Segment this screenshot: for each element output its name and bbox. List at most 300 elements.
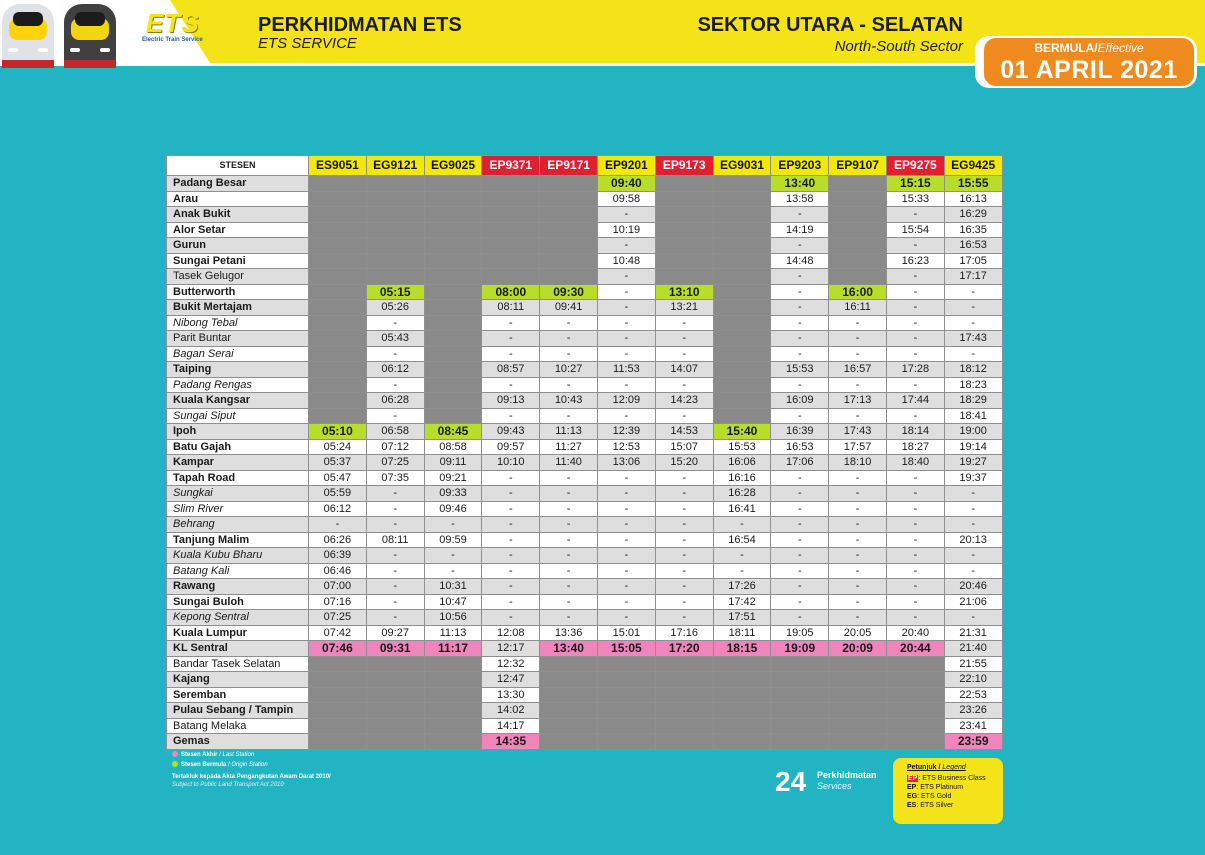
time-cell: -: [540, 548, 598, 564]
class-legend-item: EG: ETS Gold: [907, 793, 952, 800]
time-cell: -: [886, 486, 944, 502]
no-service-cell: [424, 176, 482, 192]
origin-time: 13:40: [771, 176, 829, 192]
pink-dot-icon: [172, 751, 178, 757]
time-cell: 15:53: [771, 362, 829, 378]
timetable-row: [167, 641, 1003, 657]
no-service-cell: [366, 734, 424, 750]
class-legend: [893, 758, 1003, 824]
no-service-cell: [713, 718, 771, 734]
service-header: EP9171: [540, 156, 598, 176]
time-cell: -: [771, 346, 829, 362]
time-cell: 10:47: [424, 594, 482, 610]
train-front-icon: [64, 4, 116, 68]
time-cell: 21:31: [944, 625, 1002, 641]
time-cell: -: [886, 517, 944, 533]
timetable-row: [167, 439, 1003, 455]
no-service-cell: [540, 207, 598, 223]
station-name: Ipoh: [167, 424, 309, 440]
time-cell: -: [482, 331, 540, 347]
no-service-cell: [540, 687, 598, 703]
station-name: Padang Rengas: [167, 377, 309, 393]
time-cell: -: [771, 594, 829, 610]
time-cell: -: [944, 610, 1002, 626]
no-service-cell: [713, 207, 771, 223]
timetable: [166, 155, 1003, 750]
time-cell: 07:25: [309, 610, 367, 626]
station-name: Taiping: [167, 362, 309, 378]
no-service-cell: [655, 718, 713, 734]
time-cell: 17:05: [944, 253, 1002, 269]
time-cell: -: [482, 563, 540, 579]
no-service-cell: [424, 253, 482, 269]
no-service-cell: [713, 734, 771, 750]
no-service-cell: [424, 269, 482, 285]
time-cell: 08:58: [424, 439, 482, 455]
ets-logo: ETS Electric Train Service: [142, 8, 203, 43]
time-cell: 09:43: [482, 424, 540, 440]
no-service-cell: [366, 672, 424, 688]
no-service-cell: [597, 703, 655, 719]
station-name: Pulau Sebang / Tampin: [167, 703, 309, 719]
no-service-cell: [771, 718, 829, 734]
station-name: Kuala Kubu Bharu: [167, 548, 309, 564]
no-service-cell: [424, 687, 482, 703]
time-cell: 22:10: [944, 672, 1002, 688]
time-cell: -: [597, 532, 655, 548]
time-cell: 21:55: [944, 656, 1002, 672]
time-cell: 16:11: [829, 300, 887, 316]
no-service-cell: [366, 222, 424, 238]
time-cell: -: [366, 579, 424, 595]
no-service-cell: [309, 331, 367, 347]
time-cell: -: [771, 315, 829, 331]
train-front-icon: [2, 4, 54, 68]
time-cell: 13:06: [597, 455, 655, 471]
no-service-cell: [597, 734, 655, 750]
destination-time: 11:17: [424, 641, 482, 657]
time-cell: 17:13: [829, 393, 887, 409]
no-service-cell: [309, 315, 367, 331]
timetable-row: [167, 563, 1003, 579]
time-cell: 09:41: [540, 300, 598, 316]
no-service-cell: [482, 238, 540, 254]
time-cell: 14:53: [655, 424, 713, 440]
time-cell: -: [771, 579, 829, 595]
time-cell: -: [540, 532, 598, 548]
timetable-row: [167, 207, 1003, 223]
no-service-cell: [482, 191, 540, 207]
station-name: Rawang: [167, 579, 309, 595]
time-cell: 16:57: [829, 362, 887, 378]
no-service-cell: [655, 238, 713, 254]
no-service-cell: [713, 222, 771, 238]
no-service-cell: [366, 703, 424, 719]
time-cell: -: [655, 517, 713, 533]
time-cell: 10:43: [540, 393, 598, 409]
time-cell: 15:07: [655, 439, 713, 455]
time-cell: -: [944, 501, 1002, 517]
no-service-cell: [366, 718, 424, 734]
time-cell: -: [829, 346, 887, 362]
time-cell: 14:19: [771, 222, 829, 238]
no-service-cell: [713, 408, 771, 424]
time-cell: -: [540, 563, 598, 579]
time-cell: -: [597, 563, 655, 579]
no-service-cell: [540, 176, 598, 192]
time-cell: 13:36: [540, 625, 598, 641]
no-service-cell: [713, 176, 771, 192]
no-service-cell: [886, 687, 944, 703]
time-cell: -: [829, 610, 887, 626]
time-cell: 17:17: [944, 269, 1002, 285]
time-cell: 06:12: [366, 362, 424, 378]
time-cell: 13:58: [771, 191, 829, 207]
no-service-cell: [309, 176, 367, 192]
no-service-cell: [713, 656, 771, 672]
time-cell: 15:20: [655, 455, 713, 471]
station-name: Tasek Gelugor: [167, 269, 309, 285]
station-name: Kampar: [167, 455, 309, 471]
no-service-cell: [713, 346, 771, 362]
timetable-row: [167, 377, 1003, 393]
no-service-cell: [309, 346, 367, 362]
station-column-header: STESEN: [167, 156, 309, 176]
timetable-row: [167, 315, 1003, 331]
time-cell: 18:14: [886, 424, 944, 440]
timetable-row: [167, 610, 1003, 626]
time-cell: 16:28: [713, 486, 771, 502]
time-cell: -: [771, 238, 829, 254]
time-cell: 21:06: [944, 594, 1002, 610]
time-cell: 16:41: [713, 501, 771, 517]
no-service-cell: [540, 269, 598, 285]
time-cell: 06:39: [309, 548, 367, 564]
services-label: Perkhidmatan Services: [817, 770, 877, 791]
time-cell: 12:39: [597, 424, 655, 440]
no-service-cell: [482, 253, 540, 269]
no-service-cell: [424, 284, 482, 300]
time-cell: -: [771, 610, 829, 626]
no-service-cell: [424, 207, 482, 223]
time-cell: -: [886, 579, 944, 595]
no-service-cell: [366, 176, 424, 192]
time-cell: 06:46: [309, 563, 367, 579]
time-cell: -: [829, 579, 887, 595]
time-cell: -: [482, 315, 540, 331]
page-title: PERKHIDMATAN ETS: [258, 14, 462, 36]
time-cell: 17:28: [886, 362, 944, 378]
time-cell: -: [366, 346, 424, 362]
time-cell: 20:46: [944, 579, 1002, 595]
destination-time: 19:09: [771, 641, 829, 657]
no-service-cell: [482, 222, 540, 238]
time-cell: 17:26: [713, 579, 771, 595]
service-header: EP9203: [771, 156, 829, 176]
time-cell: 08:11: [482, 300, 540, 316]
timetable-row: [167, 470, 1003, 486]
time-cell: -: [366, 408, 424, 424]
no-service-cell: [829, 207, 887, 223]
time-cell: 10:19: [597, 222, 655, 238]
timetable-row: [167, 656, 1003, 672]
time-cell: -: [886, 563, 944, 579]
destination-time: 15:05: [597, 641, 655, 657]
timetable-row: [167, 269, 1003, 285]
time-cell: 10:48: [597, 253, 655, 269]
no-service-cell: [309, 656, 367, 672]
effective-badge: BERMULA/Effective 01 APRIL 2021: [984, 38, 1194, 86]
time-cell: 16:16: [713, 470, 771, 486]
origin-time: 15:55: [944, 176, 1002, 192]
time-cell: 17:43: [829, 424, 887, 440]
no-service-cell: [309, 222, 367, 238]
destination-time: 07:46: [309, 641, 367, 657]
time-cell: 12:47: [482, 672, 540, 688]
time-cell: -: [829, 470, 887, 486]
class-legend-item: EP: ETS Business Class: [908, 775, 986, 782]
station-name: Bandar Tasek Selatan: [167, 656, 309, 672]
no-service-cell: [540, 734, 598, 750]
time-cell: 14:48: [771, 253, 829, 269]
no-service-cell: [366, 191, 424, 207]
act-note: Tertakluk kepada Akta Pengangkutan Awam Darat 2010/ Subject to Public Land Transport Act 2010: [172, 774, 331, 788]
time-cell: -: [829, 377, 887, 393]
origin-time: 08:00: [482, 284, 540, 300]
no-service-cell: [424, 377, 482, 393]
no-service-cell: [886, 734, 944, 750]
no-service-cell: [713, 672, 771, 688]
time-cell: -: [655, 563, 713, 579]
time-cell: -: [597, 579, 655, 595]
effective-date: 01 APRIL 2021: [1000, 56, 1178, 84]
service-header: EP9275: [886, 156, 944, 176]
time-cell: 18:27: [886, 439, 944, 455]
no-service-cell: [424, 300, 482, 316]
station-name: Kuala Kangsar: [167, 393, 309, 409]
time-cell: 11:27: [540, 439, 598, 455]
time-cell: -: [597, 470, 655, 486]
service-header: EG9025: [424, 156, 482, 176]
time-cell: -: [713, 517, 771, 533]
origin-time: 15:15: [886, 176, 944, 192]
no-service-cell: [482, 176, 540, 192]
no-service-cell: [713, 300, 771, 316]
time-cell: -: [655, 548, 713, 564]
time-cell: 12:09: [597, 393, 655, 409]
timetable-row: [167, 238, 1003, 254]
no-service-cell: [366, 269, 424, 285]
station-name: Gemas: [167, 734, 309, 750]
timetable-row: [167, 687, 1003, 703]
time-cell: -: [597, 207, 655, 223]
origin-time: 13:10: [655, 284, 713, 300]
station-name: Behrang: [167, 517, 309, 533]
class-legend-title: Petunjuk / Legend: [907, 764, 966, 771]
time-cell: 17:16: [655, 625, 713, 641]
no-service-cell: [424, 672, 482, 688]
time-cell: -: [366, 594, 424, 610]
time-cell: 16:23: [886, 253, 944, 269]
destination-time: 18:15: [713, 641, 771, 657]
time-cell: -: [482, 594, 540, 610]
time-cell: 18:11: [713, 625, 771, 641]
no-service-cell: [424, 656, 482, 672]
timetable-row: [167, 672, 1003, 688]
no-service-cell: [597, 656, 655, 672]
station-name: Slim River: [167, 501, 309, 517]
time-cell: 15:33: [886, 191, 944, 207]
station-name: Bukit Mertajam: [167, 300, 309, 316]
timetable-row: [167, 331, 1003, 347]
time-cell: -: [482, 408, 540, 424]
no-service-cell: [713, 331, 771, 347]
service-header: EG9425: [944, 156, 1002, 176]
time-cell: 16:53: [771, 439, 829, 455]
no-service-cell: [886, 703, 944, 719]
no-service-cell: [655, 734, 713, 750]
no-service-cell: [540, 672, 598, 688]
time-cell: -: [540, 610, 598, 626]
time-cell: -: [540, 594, 598, 610]
time-cell: 11:53: [597, 362, 655, 378]
no-service-cell: [655, 253, 713, 269]
no-service-cell: [655, 222, 713, 238]
no-service-cell: [655, 191, 713, 207]
no-service-cell: [771, 672, 829, 688]
no-service-cell: [829, 656, 887, 672]
time-cell: -: [829, 594, 887, 610]
no-service-cell: [829, 687, 887, 703]
no-service-cell: [309, 718, 367, 734]
time-cell: -: [829, 563, 887, 579]
time-cell: -: [540, 331, 598, 347]
time-cell: 22:53: [944, 687, 1002, 703]
time-cell: 09:58: [597, 191, 655, 207]
no-service-cell: [771, 734, 829, 750]
no-service-cell: [829, 718, 887, 734]
no-service-cell: [366, 687, 424, 703]
time-cell: 23:41: [944, 718, 1002, 734]
time-cell: -: [886, 346, 944, 362]
time-cell: -: [771, 331, 829, 347]
no-service-cell: [309, 408, 367, 424]
time-cell: -: [771, 408, 829, 424]
time-cell: -: [655, 346, 713, 362]
timetable-row: [167, 346, 1003, 362]
no-service-cell: [309, 687, 367, 703]
station-name: Sungai Petani: [167, 253, 309, 269]
no-service-cell: [655, 687, 713, 703]
no-service-cell: [886, 656, 944, 672]
timetable-row: [167, 191, 1003, 207]
time-cell: 07:00: [309, 579, 367, 595]
time-cell: 10:27: [540, 362, 598, 378]
timetable-row: [167, 486, 1003, 502]
time-cell: -: [597, 501, 655, 517]
no-service-cell: [540, 191, 598, 207]
time-cell: 09:21: [424, 470, 482, 486]
time-cell: -: [597, 377, 655, 393]
no-service-cell: [655, 672, 713, 688]
time-cell: -: [482, 486, 540, 502]
no-service-cell: [771, 687, 829, 703]
time-cell: -: [597, 300, 655, 316]
no-service-cell: [366, 253, 424, 269]
time-cell: -: [655, 486, 713, 502]
time-cell: -: [655, 315, 713, 331]
time-cell: -: [713, 548, 771, 564]
service-header: EP9201: [597, 156, 655, 176]
time-cell: -: [829, 501, 887, 517]
time-cell: -: [366, 486, 424, 502]
time-cell: 20:05: [829, 625, 887, 641]
time-cell: -: [771, 563, 829, 579]
time-cell: 14:07: [655, 362, 713, 378]
time-cell: -: [540, 408, 598, 424]
time-cell: -: [886, 331, 944, 347]
time-cell: -: [540, 579, 598, 595]
time-cell: -: [655, 610, 713, 626]
no-service-cell: [597, 718, 655, 734]
time-cell: 08:11: [366, 532, 424, 548]
no-service-cell: [424, 346, 482, 362]
timetable-row: [167, 579, 1003, 595]
destination-time: 23:59: [944, 734, 1002, 750]
timetable-header-row: [167, 156, 1003, 176]
time-cell: -: [597, 594, 655, 610]
time-cell: 23:26: [944, 703, 1002, 719]
station-name: Tapah Road: [167, 470, 309, 486]
time-cell: -: [829, 331, 887, 347]
class-legend-item: ES: ETS Silver: [907, 802, 954, 809]
no-service-cell: [424, 331, 482, 347]
time-cell: -: [886, 532, 944, 548]
time-cell: -: [597, 315, 655, 331]
time-cell: 12:08: [482, 625, 540, 641]
time-cell: -: [886, 377, 944, 393]
no-service-cell: [713, 377, 771, 393]
green-dot-icon: [172, 761, 178, 767]
time-cell: 17:43: [944, 331, 1002, 347]
time-cell: -: [597, 284, 655, 300]
time-cell: -: [366, 563, 424, 579]
time-cell: -: [655, 532, 713, 548]
time-cell: -: [482, 470, 540, 486]
time-cell: -: [713, 563, 771, 579]
time-cell: -: [886, 610, 944, 626]
time-cell: 06:28: [366, 393, 424, 409]
no-service-cell: [540, 222, 598, 238]
timetable-row: [167, 424, 1003, 440]
time-cell: -: [771, 517, 829, 533]
time-cell: 13:21: [655, 300, 713, 316]
no-service-cell: [309, 253, 367, 269]
origin-time: 09:40: [597, 176, 655, 192]
timetable-row: [167, 253, 1003, 269]
no-service-cell: [540, 238, 598, 254]
time-cell: 07:42: [309, 625, 367, 641]
timetable-row: [167, 718, 1003, 734]
timetable-row: [167, 362, 1003, 378]
time-cell: -: [771, 532, 829, 548]
origin-time: 09:30: [540, 284, 598, 300]
no-service-cell: [829, 672, 887, 688]
no-service-cell: [309, 284, 367, 300]
timetable-row: [167, 408, 1003, 424]
time-cell: 18:23: [944, 377, 1002, 393]
time-cell: 18:29: [944, 393, 1002, 409]
